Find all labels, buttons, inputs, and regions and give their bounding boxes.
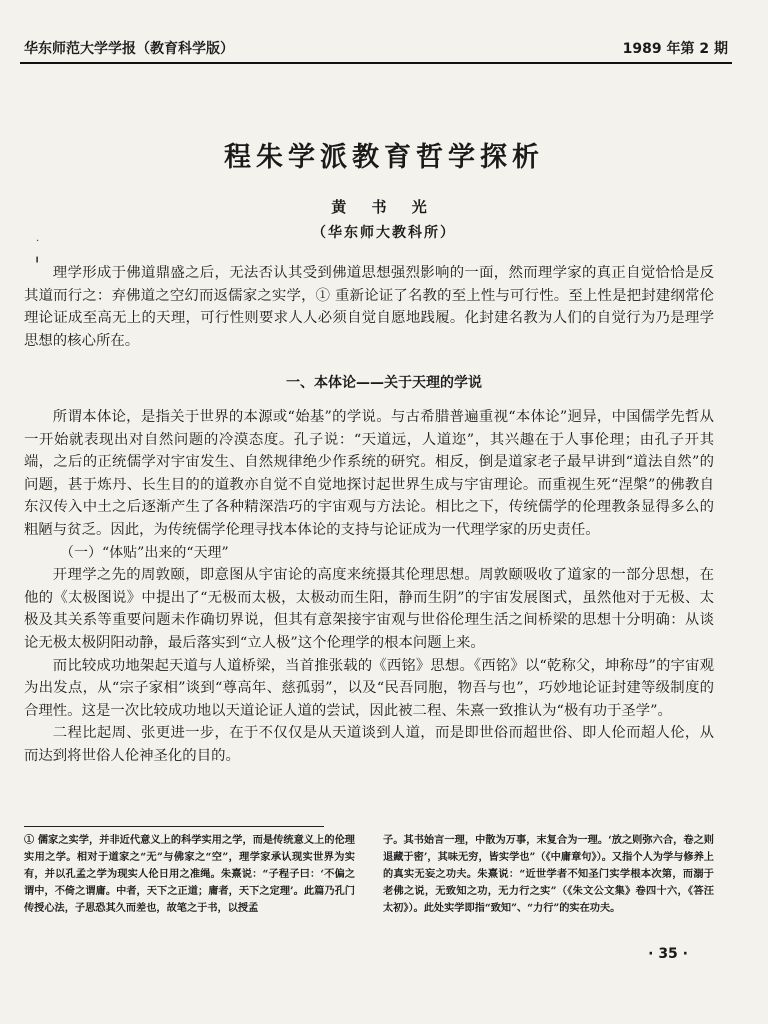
paragraph: 所谓本体论，是指关于世界的本源或“始基”的学说。与古希腊普遍重视“本体论”迥异，中国儒学先哲从一开始就表现出对自然问题的冷漠态度。孔子说：“天道远，人道迩”，其兴趣在于人事伦理；由孔子开其端，之后的正统儒学对宇宙发生、自然规律绝少作系统的研究。相反，倒是道家老子最早讲到“道法自然”的问题，甚于炼丹、长生目的的道教亦自觉不自觉地探讨起世界生成与宇宙理论。而重视生死“涅槃”的佛教自东汉传入中土之后逐渐产生了各种精深浩巧的宇宙观与方法论。相比之下，传统儒学的伦理教条显得多么的粗陋与贫乏。因此，为传统儒学伦理寻找本体论的支持与论证成为一代理学家的历史责任。 <box>24 409 714 538</box>
footnote-rule <box>24 826 324 827</box>
intro-paragraph: 理学形成于佛道鼎盛之后，无法否认其受到佛道思想强烈影响的一面，然而理学家的真正自觉恰恰是反其道而行之：弃佛道之空幻而返儒家之实学，① 重新论证了名教的至上性与可行性。至上性是把封建纲常伦理论证成至高无上的天理，可行性则要求人人必须自觉自愿地践履。化封建名教为人们的自觉行为乃是理学思想的核心所在。 <box>24 265 714 349</box>
section-heading: 一、本体论——关于天理的学说 <box>286 375 482 391</box>
header-rule <box>20 62 732 64</box>
footnote-right-column: 子。其书始言一理，中散为万事，末复合为一理。‘放之则弥六合，卷之则退藏于密’，其味无穷，皆实学也”（《中庸章句》）。又指个人为学与修养上的真实无妄之功夫。朱熹说：“近世学者不知圣门实学根本次第，而溺于老佛之说，无致知之功，无力行之实”（《朱文公文集》卷四十六，《答汪太初》）。此处实学即指“致知”、“力行”的实在功夫。 <box>383 834 714 914</box>
subsection-heading: （一）“体贴”出来的“天理” <box>60 544 229 561</box>
footnotes <box>24 832 714 917</box>
paragraph: 二程比起周、张更进一步，在于不仅仅是从天道谈到人道，而是即世俗而超世俗、即人伦而超人伦，从而达到将世俗人伦神圣化的目的。 <box>24 725 714 764</box>
section1-body <box>24 406 714 768</box>
paragraph: 而比较成功地架起天道与人道桥梁，当首推张载的《西铭》思想。《西铭》以“乾称父，坤称母”的宇宙观为出发点，从“宗子家相”谈到“尊高年、慈孤弱”，以及“民吾同胞，物吾与也”，巧妙地论证封建等级制度的合理性。这是一次比较成功地以天道论证人道的尝试，因此被二程、朱熹一致推认为“极有功于圣学”。 <box>24 657 714 719</box>
author-name: 黄 书 光 <box>331 198 437 216</box>
intro-block <box>24 262 714 352</box>
footnote-left-column: ① 儒家之实学，并非近代意义上的科学实用之学，而是传统意义上的伦理实用之学。相对于道家之“无”与佛家之“空”，理学家承认现实世界为实有，并以孔孟之学为现实人伦日用之准绳。朱熹说：“子程子曰：‘不偏之谓中，不倚之谓庸。中者，天下之正道；庸者，天下之定理’。此篇乃孔门传授心法，子思恐其久而差也，故笔之于书，以授孟 <box>24 834 355 914</box>
scan-speck: · <box>36 236 40 247</box>
page-number: · 35 · <box>648 946 688 962</box>
paragraph: 开理学之先的周敦颐，即意图从宇宙论的高度来统摄其伦理思想。周敦颐吸收了道家的一部分思想，在他的《太极图说》中提出了“无极而太极，太极动而生阳，静而生阴”的宇宙发展图式，虽然他对于无极、太极及其关系等重要问题未作确切界说，但其有意架接宇宙观与世俗伦理生活之间桥梁的思想十分明确：从谈论无极太极阴阳动静，最后落实到“立人极”这个伦理学的根本问题上来。 <box>24 567 714 651</box>
article-title: 程朱学派教育哲学探析 <box>224 142 544 173</box>
journal-name: 华东师范大学学报（教育科学版） <box>24 41 234 57</box>
issue-info: 1989 年第 2 期 <box>622 41 728 57</box>
running-header <box>24 38 728 58</box>
scan-speck: ╻ <box>34 252 41 263</box>
author-affiliation: （华东师大教科所） <box>312 225 456 241</box>
